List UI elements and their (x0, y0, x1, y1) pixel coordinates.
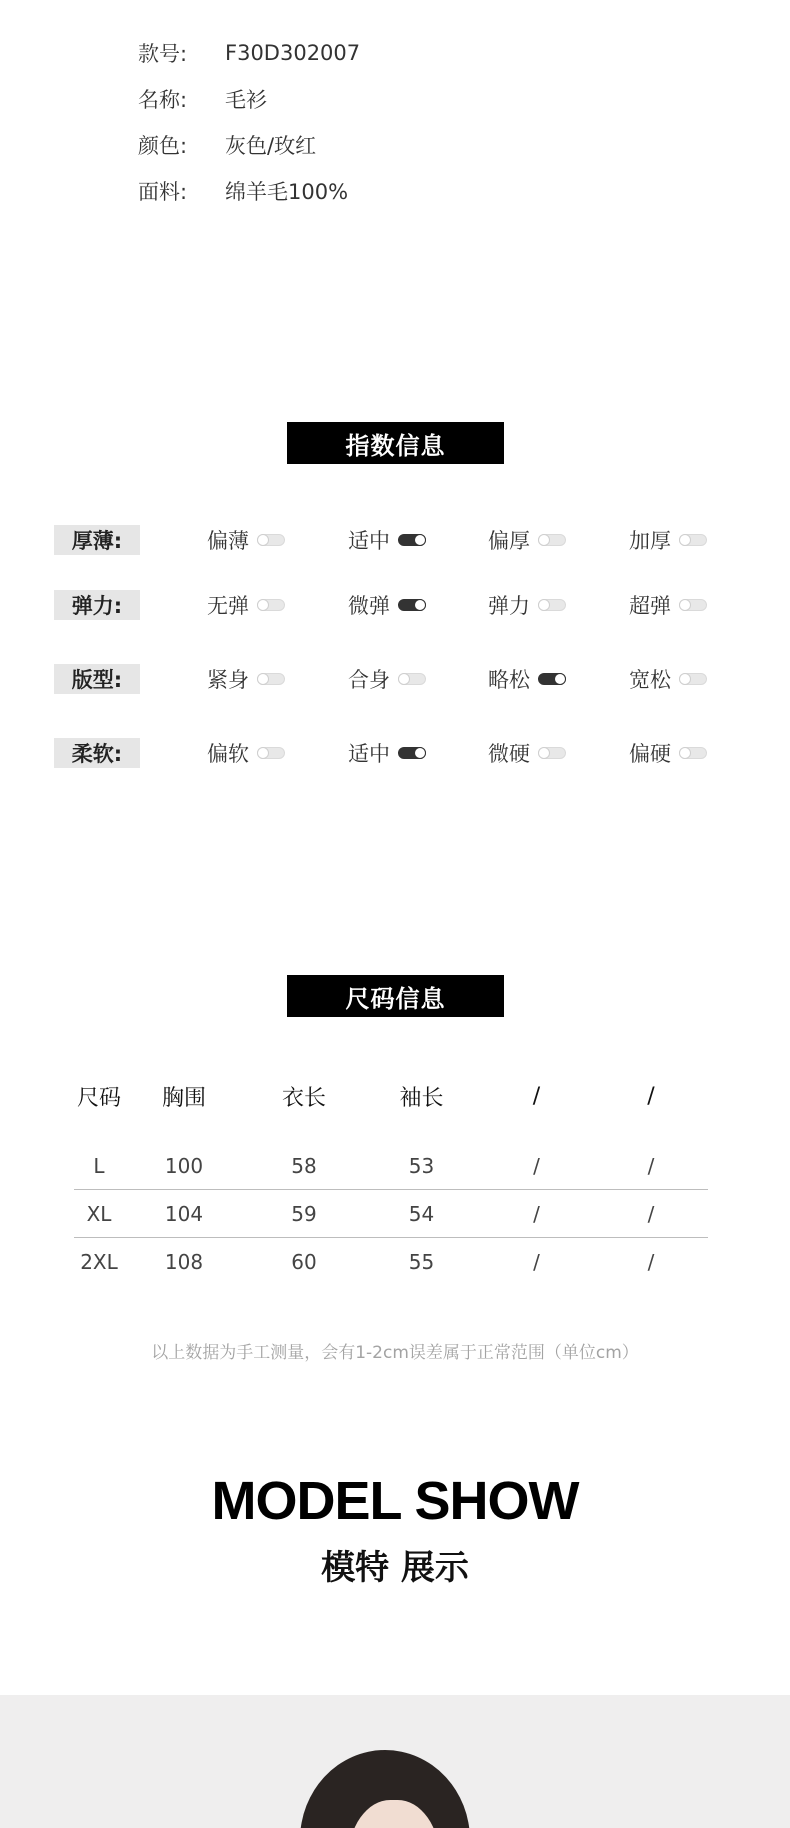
table-cell: XL (86, 1201, 112, 1226)
index-section-title: 指数信息 (287, 422, 504, 464)
header-cell: / (647, 1083, 655, 1109)
toggle-knob (538, 534, 550, 546)
table-row (74, 1238, 708, 1285)
index-option (207, 590, 285, 620)
toggle-off-icon (679, 747, 707, 759)
header-cell: 衣长 (281, 1085, 326, 1111)
toggle-off-icon (538, 599, 566, 611)
index-option (488, 590, 566, 620)
info-value: F30D302007 (225, 41, 361, 65)
toggle-off-icon (257, 673, 285, 685)
toggle-knob (257, 534, 269, 546)
toggle-off-icon (398, 673, 426, 685)
toggle-knob (538, 747, 550, 759)
option-label: 合身 (348, 668, 390, 692)
toggle-knob (414, 599, 426, 611)
index-option (488, 525, 566, 555)
toggle-off-icon (257, 747, 285, 759)
table-cell: 55 (408, 1249, 435, 1274)
info-label: 颜色: (138, 134, 188, 158)
info-label: 面料: (138, 180, 188, 204)
info-row-name (138, 76, 360, 122)
option-label: 无弹 (207, 594, 249, 618)
index-row (54, 525, 754, 555)
option-label: 微硬 (488, 742, 530, 766)
info-label: 款号: (138, 42, 188, 66)
table-cell: 100 (164, 1153, 204, 1178)
toggle-on-icon (538, 673, 566, 685)
table-cell: 108 (164, 1249, 204, 1274)
info-row-style-no (138, 30, 360, 76)
toggle-on-icon (398, 534, 426, 546)
index-label: 柔软: (54, 738, 140, 768)
toggle-knob (414, 747, 426, 759)
header-cell: / (532, 1083, 541, 1109)
index-option (207, 525, 285, 555)
index-option (488, 664, 566, 694)
option-label: 弹力 (488, 594, 530, 618)
table-cell: L (93, 1153, 105, 1178)
info-label: 名称: (138, 88, 188, 112)
index-option (348, 590, 426, 620)
toggle-off-icon (679, 534, 707, 546)
index-option (348, 738, 426, 768)
toggle-knob (257, 747, 269, 759)
toggle-on-icon (398, 599, 426, 611)
toggle-knob (538, 599, 550, 611)
index-row (54, 738, 754, 768)
index-option (207, 738, 285, 768)
table-row (74, 1142, 708, 1190)
toggle-off-icon (257, 534, 285, 546)
header-cell: 胸围 (161, 1085, 206, 1111)
option-label: 超弹 (629, 594, 671, 618)
table-cell: 58 (291, 1153, 317, 1178)
table-cell: / (647, 1249, 655, 1274)
toggle-knob (414, 534, 426, 546)
size-section-title: 尺码信息 (287, 975, 504, 1017)
index-option (629, 738, 707, 768)
product-info (138, 30, 360, 214)
header-cell: 袖长 (399, 1085, 444, 1111)
toggle-knob (554, 673, 566, 685)
info-value: 绵羊毛100% (225, 180, 349, 204)
table-cell: / (533, 1153, 540, 1178)
toggle-knob (679, 599, 691, 611)
option-label: 微弹 (348, 594, 390, 618)
index-label: 弹力: (54, 590, 140, 620)
info-row-color (138, 122, 360, 168)
toggle-off-icon (538, 747, 566, 759)
info-row-fabric (138, 168, 360, 214)
option-label: 宽松 (629, 668, 671, 692)
model-show-title: MODEL SHOW (211, 1471, 579, 1531)
table-cell: 104 (164, 1201, 204, 1226)
toggle-on-icon (398, 747, 426, 759)
index-option (207, 664, 285, 694)
toggle-off-icon (538, 534, 566, 546)
index-row (54, 664, 754, 694)
table-cell: / (533, 1249, 540, 1274)
index-option (488, 738, 566, 768)
index-option (629, 590, 707, 620)
toggle-knob (679, 534, 691, 546)
option-label: 略松 (488, 668, 530, 692)
toggle-knob (398, 673, 410, 685)
table-cell: 59 (291, 1201, 317, 1226)
size-table (74, 1076, 708, 1285)
table-cell: 53 (408, 1153, 435, 1178)
table-row (74, 1190, 708, 1238)
option-label: 偏厚 (488, 529, 530, 553)
option-label: 适中 (348, 529, 390, 553)
table-cell: / (533, 1201, 540, 1226)
toggle-off-icon (679, 673, 707, 685)
toggle-off-icon (679, 599, 707, 611)
index-label: 版型: (54, 664, 140, 694)
header-cell: 尺码 (76, 1085, 121, 1111)
model-show-subtitle: 模特 展示 (321, 1548, 469, 1588)
table-cell: / (647, 1201, 655, 1226)
toggle-off-icon (257, 599, 285, 611)
table-cell: 60 (291, 1249, 317, 1274)
option-label: 偏薄 (207, 529, 249, 553)
info-value: 灰色/玫红 (225, 134, 317, 158)
table-cell: 2XL (80, 1249, 118, 1274)
index-label: 厚薄: (54, 525, 140, 555)
size-note: 以上数据为手工测量，会有1-2cm误差属于正常范围（单位cm） (151, 1343, 639, 1363)
size-table-header (74, 1076, 708, 1116)
option-label: 适中 (348, 742, 390, 766)
index-option (348, 664, 426, 694)
option-label: 偏软 (207, 742, 249, 766)
table-cell: 54 (408, 1201, 435, 1226)
option-label: 偏硬 (629, 742, 671, 766)
option-label: 加厚 (629, 529, 671, 553)
toggle-knob (679, 673, 691, 685)
index-row (54, 590, 754, 620)
toggle-knob (257, 673, 269, 685)
toggle-knob (679, 747, 691, 759)
table-cell: / (647, 1153, 655, 1178)
index-option (629, 664, 707, 694)
option-label: 紧身 (207, 668, 249, 692)
index-option (629, 525, 707, 555)
index-option (348, 525, 426, 555)
info-value: 毛衫 (225, 88, 267, 112)
model-photo (0, 1695, 790, 1828)
toggle-knob (257, 599, 269, 611)
